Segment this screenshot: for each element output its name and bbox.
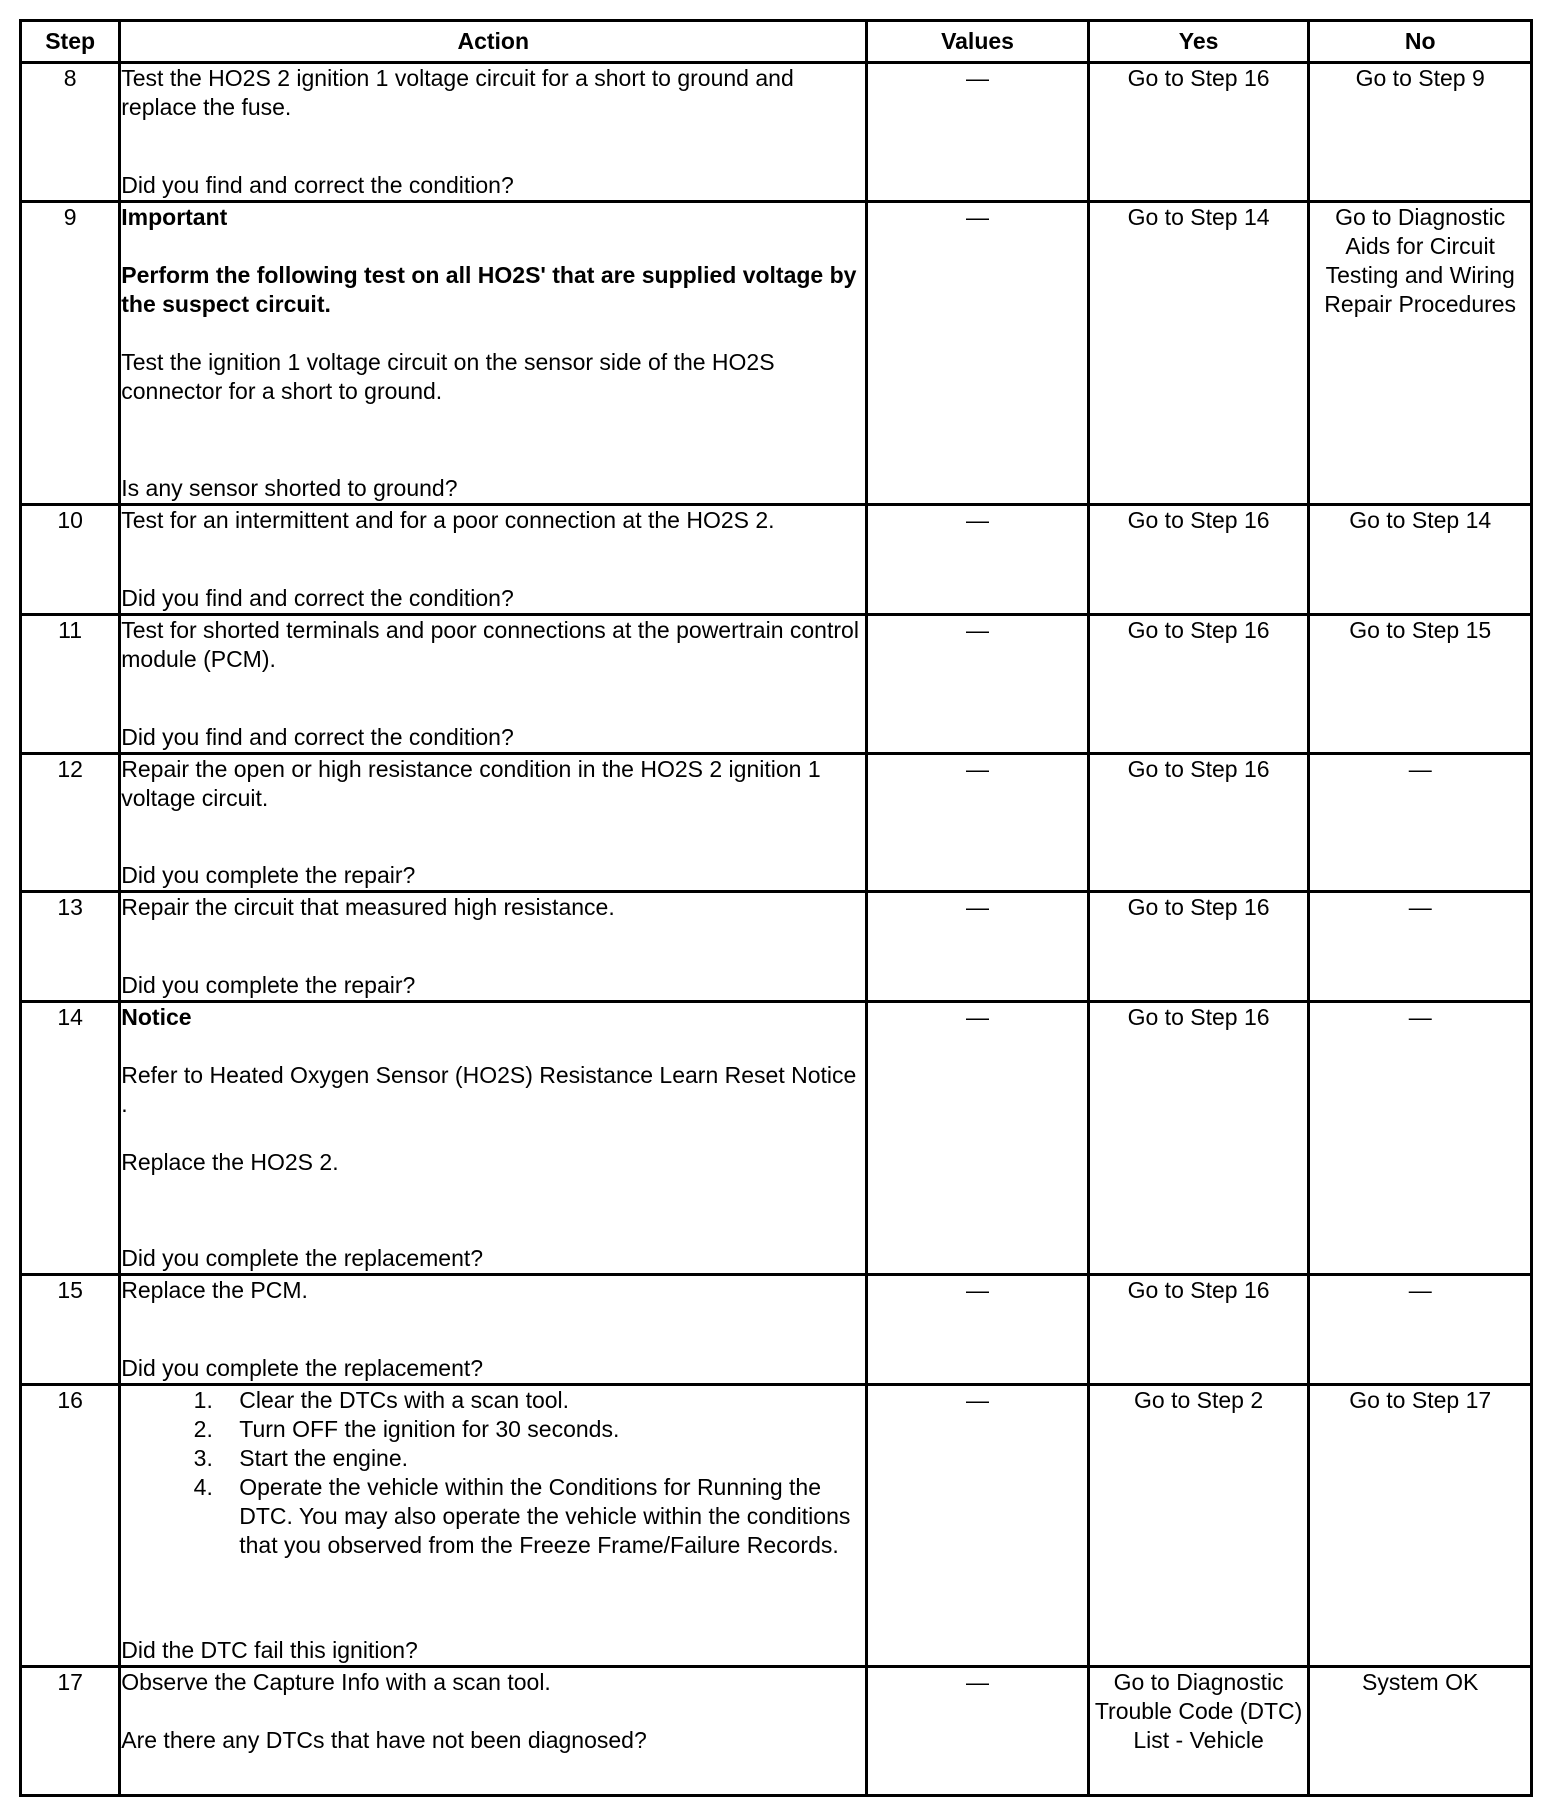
no-cell: — bbox=[1309, 1001, 1532, 1274]
values-cell: — bbox=[867, 201, 1089, 505]
list-item: 2. Turn OFF the ignition for 30 seconds. bbox=[219, 1415, 865, 1444]
header-yes: Yes bbox=[1088, 21, 1309, 63]
no-cell: — bbox=[1309, 892, 1532, 1002]
table-row bbox=[21, 1384, 1532, 1666]
table-row bbox=[21, 505, 1532, 615]
values-cell: — bbox=[867, 753, 1089, 892]
header-row bbox=[21, 21, 1532, 63]
no-cell: Go to Step 17 bbox=[1309, 1384, 1532, 1666]
action-text: Repair the circuit that measured high resistance. bbox=[121, 894, 615, 921]
yes-cell: Go to Step 14 bbox=[1088, 201, 1309, 505]
yes-cell: Go to Step 16 bbox=[1088, 1001, 1309, 1274]
header-step: Step bbox=[21, 21, 120, 63]
action-question: Is any sensor shorted to ground? bbox=[121, 475, 458, 502]
table-row bbox=[21, 1275, 1532, 1385]
header-no: No bbox=[1309, 21, 1532, 63]
values-cell: — bbox=[867, 1275, 1089, 1385]
yes-cell: Go to Step 16 bbox=[1088, 505, 1309, 615]
action-text: Replace the PCM. bbox=[121, 1277, 308, 1304]
table-row bbox=[21, 892, 1532, 1002]
step-number: 11 bbox=[21, 614, 120, 753]
action-cell bbox=[120, 753, 867, 892]
table-row bbox=[21, 1667, 1532, 1796]
action-text: Test for shorted terminals and poor connections at the powertrain control module (PCM). bbox=[121, 616, 859, 672]
no-cell: Go to Step 14 bbox=[1309, 505, 1532, 615]
no-cell: — bbox=[1309, 753, 1532, 892]
list-item: 3. Start the engine. bbox=[219, 1444, 865, 1473]
action-cell bbox=[120, 614, 867, 753]
important-text: Perform the following test on all HO2S' that are supplied voltage by the suspect circuit. bbox=[121, 261, 857, 317]
step-number: 14 bbox=[21, 1001, 120, 1274]
action-cell bbox=[120, 1275, 867, 1385]
action-cell bbox=[120, 63, 867, 202]
table-row bbox=[21, 201, 1532, 505]
step-number: 16 bbox=[21, 1384, 120, 1666]
action-question: Did you find and correct the condition? bbox=[121, 723, 514, 750]
list-item: 4. Operate the vehicle within the Conditions for Running the DTC. You may also operate the vehicle within the conditions that you observed from the Freeze Frame/Failure Records. bbox=[219, 1473, 865, 1560]
no-cell: System OK bbox=[1309, 1667, 1532, 1796]
action-question: Did you complete the repair? bbox=[121, 862, 416, 889]
action-cell bbox=[120, 1001, 867, 1274]
notice-heading: Notice bbox=[121, 1003, 192, 1030]
header-action: Action bbox=[120, 21, 867, 63]
no-cell: Go to Step 9 bbox=[1309, 63, 1532, 202]
procedure-list bbox=[121, 1386, 865, 1560]
action-cell bbox=[120, 505, 867, 615]
action-question: Did you complete the replacement? bbox=[121, 1354, 484, 1381]
table-row bbox=[21, 63, 1532, 202]
action-question: Are there any DTCs that have not been diagnosed? bbox=[121, 1727, 647, 1754]
action-text: Repair the open or high resistance condition in the HO2S 2 ignition 1 voltage circuit. bbox=[121, 755, 821, 811]
header-values: Values bbox=[867, 21, 1089, 63]
step-number: 15 bbox=[21, 1275, 120, 1385]
no-cell: Go to Diagnostic Aids for Circuit Testing and Wiring Repair Procedures bbox=[1309, 201, 1532, 505]
action-text: Replace the HO2S 2. bbox=[121, 1148, 339, 1175]
action-cell bbox=[120, 1384, 867, 1666]
no-cell: — bbox=[1309, 1275, 1532, 1385]
yes-cell: Go to Step 16 bbox=[1088, 753, 1309, 892]
table-row bbox=[21, 1001, 1532, 1274]
values-cell: — bbox=[867, 614, 1089, 753]
step-number: 17 bbox=[21, 1667, 120, 1796]
values-cell: — bbox=[867, 892, 1089, 1002]
action-cell bbox=[120, 892, 867, 1002]
notice-text: Refer to Heated Oxygen Sensor (HO2S) Resistance Learn Reset Notice . bbox=[121, 1061, 857, 1117]
action-text: Test the HO2S 2 ignition 1 voltage circuit for a short to ground and replace the fuse. bbox=[121, 65, 794, 120]
step-number: 9 bbox=[21, 201, 120, 505]
yes-cell: Go to Step 16 bbox=[1088, 63, 1309, 202]
action-text: Observe the Capture Info with a scan tool. bbox=[121, 1669, 551, 1696]
action-text: Test for an intermittent and for a poor connection at the HO2S 2. bbox=[121, 507, 775, 534]
action-question: Did the DTC fail this ignition? bbox=[121, 1637, 418, 1664]
diagnostic-table bbox=[19, 19, 1533, 1797]
important-heading: Important bbox=[121, 203, 228, 230]
no-cell: Go to Step 15 bbox=[1309, 614, 1532, 753]
values-cell: — bbox=[867, 1384, 1089, 1666]
action-question: Did you find and correct the condition? bbox=[121, 171, 514, 198]
yes-cell: Go to Step 16 bbox=[1088, 1275, 1309, 1385]
step-number: 12 bbox=[21, 753, 120, 892]
action-question: Did you find and correct the condition? bbox=[121, 584, 514, 611]
action-question: Did you complete the replacement? bbox=[121, 1245, 484, 1272]
values-cell: — bbox=[867, 1001, 1089, 1274]
table-row bbox=[21, 614, 1532, 753]
action-text: Test the ignition 1 voltage circuit on the sensor side of the HO2S connector for a short to ground. bbox=[121, 348, 775, 404]
action-cell bbox=[120, 201, 867, 505]
values-cell: — bbox=[867, 63, 1089, 202]
values-cell: — bbox=[867, 1667, 1089, 1796]
action-question: Did you complete the repair? bbox=[121, 971, 416, 998]
yes-cell: Go to Step 2 bbox=[1088, 1384, 1309, 1666]
table-row bbox=[21, 753, 1532, 892]
action-cell bbox=[120, 1667, 867, 1796]
step-number: 13 bbox=[21, 892, 120, 1002]
list-item: 1. Clear the DTCs with a scan tool. bbox=[219, 1386, 865, 1415]
yes-cell: Go to Diagnostic Trouble Code (DTC) List - Vehicle bbox=[1088, 1667, 1309, 1796]
step-number: 10 bbox=[21, 505, 120, 615]
yes-cell: Go to Step 16 bbox=[1088, 892, 1309, 1002]
yes-cell: Go to Step 16 bbox=[1088, 614, 1309, 753]
values-cell: — bbox=[867, 505, 1089, 615]
step-number: 8 bbox=[21, 63, 120, 202]
